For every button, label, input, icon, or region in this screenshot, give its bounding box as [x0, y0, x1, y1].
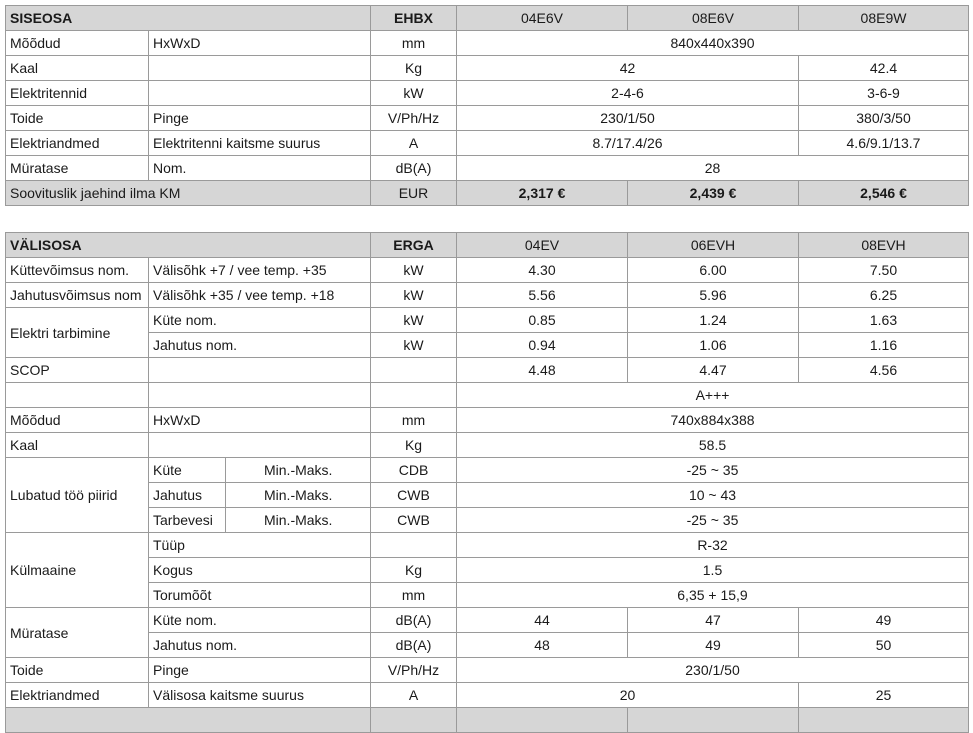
row-sub-label: Pinge: [149, 106, 371, 131]
row-sub-label: Elektritenni kaitsme suurus: [149, 131, 371, 156]
row-label: Toide: [6, 658, 149, 683]
row-value: 4.30: [457, 258, 628, 283]
row-label: Kaal: [6, 433, 149, 458]
row-unit: Kg: [371, 558, 457, 583]
row-value: 3-6-9: [799, 81, 969, 106]
row-value: 380/3/50: [799, 106, 969, 131]
row-label: Küttevõimsus nom.: [6, 258, 149, 283]
row-unit: mm: [371, 408, 457, 433]
outdoor-unit-table: [5, 232, 969, 733]
row-value: 42.4: [799, 56, 969, 81]
outdoor-section-title: VÄLISOSA: [6, 233, 371, 258]
table-row: [6, 106, 969, 131]
table-row: [6, 131, 969, 156]
row-value: 6.00: [628, 258, 799, 283]
row-label: Mõõdud: [6, 408, 149, 433]
row-sub-label: [149, 383, 371, 408]
row-unit: kW: [371, 283, 457, 308]
row-unit: [371, 383, 457, 408]
price-unit: [371, 708, 457, 733]
price-label: [6, 708, 371, 733]
row-value: 4.56: [799, 358, 969, 383]
table-row: [6, 533, 969, 558]
row-unit: [371, 533, 457, 558]
price-value: 2,546 €: [799, 181, 969, 206]
row-value: 230/1/50: [457, 658, 969, 683]
table-row: [6, 358, 969, 383]
indoor-series: EHBX: [371, 6, 457, 31]
row-value: 49: [628, 633, 799, 658]
row-value: -25 ~ 35: [457, 458, 969, 483]
price-value: [628, 708, 799, 733]
row-value: R-32: [457, 533, 969, 558]
row-value: 6,35 + 15,9: [457, 583, 969, 608]
row-unit: [371, 358, 457, 383]
indoor-section-title: SISEOSA: [6, 6, 371, 31]
row-value: -25 ~ 35: [457, 508, 969, 533]
row-value: 2-4-6: [457, 81, 799, 106]
table-row: [6, 156, 969, 181]
row-unit: dB(A): [371, 156, 457, 181]
energy-class-value: A+++: [457, 383, 969, 408]
table-row: [6, 483, 969, 508]
row-sub-label: [149, 358, 371, 383]
outdoor-series: ERGA: [371, 233, 457, 258]
row-sub-label: Tarbevesi: [149, 508, 226, 533]
row-sub-label: Välisosa kaitsme suurus: [149, 683, 371, 708]
row-sub-label: Küte: [149, 458, 226, 483]
table-row: [6, 408, 969, 433]
row-value: 44: [457, 608, 628, 633]
row-label: Elektritennid: [6, 81, 149, 106]
row-unit: CDB: [371, 458, 457, 483]
price-row: [6, 181, 969, 206]
row-unit: kW: [371, 333, 457, 358]
row-value: 840x440x390: [457, 31, 969, 56]
row-value: 8.7/17.4/26: [457, 131, 799, 156]
table-row: [6, 308, 969, 333]
row-sub-label: Välisõhk +35 / vee temp. +18: [149, 283, 371, 308]
row-label: Elektri tarbimine: [6, 308, 149, 358]
row-unit: CWB: [371, 483, 457, 508]
row-value: 230/1/50: [457, 106, 799, 131]
table-row: [6, 433, 969, 458]
row-sub-label: Pinge: [149, 658, 371, 683]
row-sub-label: [149, 433, 371, 458]
row-sub-label: Välisõhk +7 / vee temp. +35: [149, 258, 371, 283]
table-row: [6, 333, 969, 358]
table-row: [6, 658, 969, 683]
row-value: 1.06: [628, 333, 799, 358]
row-unit: kW: [371, 81, 457, 106]
row-value: 5.56: [457, 283, 628, 308]
row-label: Elektriandmed: [6, 683, 149, 708]
row-value: 1.24: [628, 308, 799, 333]
price-unit: EUR: [371, 181, 457, 206]
row-sub-label: Kogus: [149, 558, 371, 583]
row-unit: A: [371, 131, 457, 156]
row-label: SCOP: [6, 358, 149, 383]
row-label: Jahutusvõimsus nom: [6, 283, 149, 308]
row-unit: CWB: [371, 508, 457, 533]
outdoor-header-row: [6, 233, 969, 258]
table-row: [6, 633, 969, 658]
table-row: [6, 558, 969, 583]
indoor-model-1: 04E6V: [457, 6, 628, 31]
table-row: [6, 583, 969, 608]
indoor-unit-table: [5, 5, 969, 206]
table-row: [6, 31, 969, 56]
row-range-label: Min.-Maks.: [226, 458, 371, 483]
indoor-model-3: 08E9W: [799, 6, 969, 31]
indoor-header-row: [6, 6, 969, 31]
table-row: [6, 81, 969, 106]
row-value: 0.94: [457, 333, 628, 358]
price-row: [6, 708, 969, 733]
row-value: 1.63: [799, 308, 969, 333]
row-range-label: Min.-Maks.: [226, 483, 371, 508]
row-value: 5.96: [628, 283, 799, 308]
row-value: 1.16: [799, 333, 969, 358]
row-range-label: Min.-Maks.: [226, 508, 371, 533]
row-unit: kW: [371, 258, 457, 283]
row-value: 25: [799, 683, 969, 708]
row-sub-label: Jahutus nom.: [149, 333, 371, 358]
row-value: 7.50: [799, 258, 969, 283]
row-unit: dB(A): [371, 633, 457, 658]
table-row: [6, 56, 969, 81]
row-label: Müratase: [6, 156, 149, 181]
row-label: [6, 383, 149, 408]
row-value: 4.6/9.1/13.7: [799, 131, 969, 156]
row-value: 20: [457, 683, 799, 708]
row-label: Toide: [6, 106, 149, 131]
table-row: [6, 683, 969, 708]
row-value: 58.5: [457, 433, 969, 458]
row-unit: dB(A): [371, 608, 457, 633]
row-sub-label: Küte nom.: [149, 608, 371, 633]
row-value: 47: [628, 608, 799, 633]
row-sub-label: [149, 81, 371, 106]
table-row: [6, 383, 969, 408]
row-unit: kW: [371, 308, 457, 333]
price-value: [457, 708, 628, 733]
row-sub-label: Küte nom.: [149, 308, 371, 333]
row-value: 4.47: [628, 358, 799, 383]
outdoor-model-1: 04EV: [457, 233, 628, 258]
row-unit: Kg: [371, 433, 457, 458]
row-value: 50: [799, 633, 969, 658]
row-sub-label: HxWxD: [149, 31, 371, 56]
row-value: 48: [457, 633, 628, 658]
row-sub-label: Nom.: [149, 156, 371, 181]
row-value: 49: [799, 608, 969, 633]
row-label: Külmaaine: [6, 533, 149, 608]
table-row: [6, 608, 969, 633]
row-value: 6.25: [799, 283, 969, 308]
row-label: Lubatud töö piirid: [6, 458, 149, 533]
row-label: Elektriandmed: [6, 131, 149, 156]
row-unit: A: [371, 683, 457, 708]
table-row: [6, 508, 969, 533]
price-value: [799, 708, 969, 733]
row-value: 740x884x388: [457, 408, 969, 433]
row-value: 0.85: [457, 308, 628, 333]
outdoor-model-2: 06EVH: [628, 233, 799, 258]
row-unit: V/Ph/Hz: [371, 106, 457, 131]
row-value: 10 ~ 43: [457, 483, 969, 508]
table-row: [6, 283, 969, 308]
row-value: 28: [457, 156, 969, 181]
row-label: Kaal: [6, 56, 149, 81]
row-sub-label: Torumõõt: [149, 583, 371, 608]
table-row: [6, 458, 969, 483]
price-value: 2,439 €: [628, 181, 799, 206]
indoor-model-2: 08E6V: [628, 6, 799, 31]
outdoor-model-3: 08EVH: [799, 233, 969, 258]
row-sub-label: [149, 56, 371, 81]
row-sub-label: Jahutus: [149, 483, 226, 508]
row-unit: mm: [371, 583, 457, 608]
row-sub-label: HxWxD: [149, 408, 371, 433]
row-unit: Kg: [371, 56, 457, 81]
row-unit: V/Ph/Hz: [371, 658, 457, 683]
row-value: 1.5: [457, 558, 969, 583]
row-value: 42: [457, 56, 799, 81]
row-unit: mm: [371, 31, 457, 56]
row-sub-label: Jahutus nom.: [149, 633, 371, 658]
table-row: [6, 258, 969, 283]
row-label: Müratase: [6, 608, 149, 658]
row-sub-label: Tüüp: [149, 533, 371, 558]
row-label: Mõõdud: [6, 31, 149, 56]
price-value: 2,317 €: [457, 181, 628, 206]
price-label: Soovituslik jaehind ilma KM: [6, 181, 371, 206]
row-value: 4.48: [457, 358, 628, 383]
